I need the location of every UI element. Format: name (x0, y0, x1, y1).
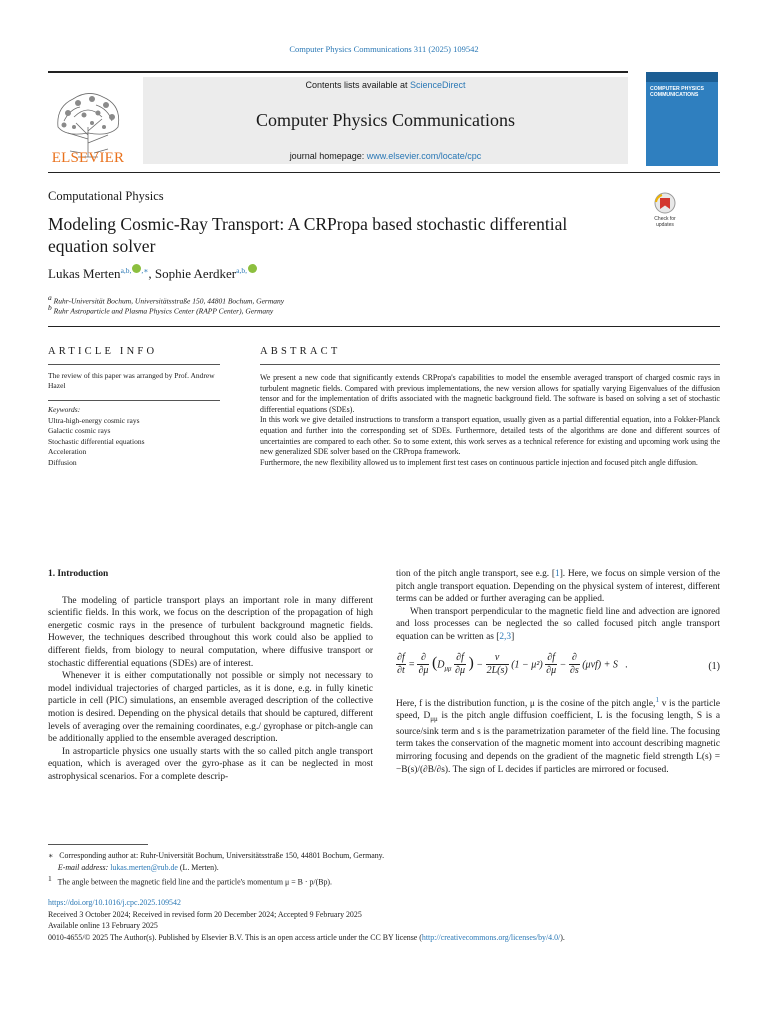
abstract-heading: ABSTRACT (260, 346, 341, 357)
text-run: v is the particle speed, D (396, 698, 721, 722)
eq-frac: $\frac{\partial f}{\partial t}$ (397, 651, 405, 677)
journal-homepage-link[interactable]: www.elsevier.com/locate/cpc (366, 151, 482, 161)
abstract-paragraph: We present a new code that significantly extends CRPropa's capabilities to model the ensemble averaged transport of charged cosmic rays in turbulent magnetic fields. Compared with previous implementations, the new version allows for spatially varying Eigenvalues of the diffusion tensor and for the implementation of drifts associated with the magnetic background field. The software is based on solving a set of stochastic differential equations (SDEs). (260, 373, 720, 414)
body-paragraph: The modeling of particle transport plays an important role in many different scientific fields. In this work, we focus on the description of the propagation of high energetic cosmic rays in the presence of turbulent background magnetic fields. However, the techniques described throughout this work could also be applied to different fields, from biology to neural computation, where diffusive transport or stochastic differential equations (SDEs) are of interest. (48, 595, 373, 669)
review-note: The review of this paper was arranged by Prof. Andrew Hazel (48, 371, 215, 390)
author-separator: , (148, 266, 155, 281)
masthead-bottom-rule (48, 172, 720, 173)
email-label: E-mail address: (57, 862, 111, 872)
body-paragraph: In astroparticle physics one usually starts with the so called pitch angle transport equation, which is averaged over the gyro-phase as it can be neglected in most astrophysical scenarios. For a complete descrip- (48, 746, 373, 782)
license-line (48, 932, 728, 944)
author2-affiliation-marks[interactable]: a,b, (236, 266, 247, 275)
keywords-block (48, 405, 223, 469)
keyword-item: Diffusion (48, 457, 77, 467)
license-text: 0010-4655/© 2025 The Author(s). Published by Elsevier B.V. This is an open access article under the CC BY license ( (48, 933, 422, 943)
body-left-column (48, 568, 373, 784)
contents-prefix: Contents lists available at (305, 80, 411, 90)
text-run: When transport perpendicular to the magnetic field line and advection are ignored and loss processes can be neglected the so called focused pitch angle transport equation can be written as [ (396, 606, 720, 642)
footnotes (48, 850, 720, 888)
contents-line (143, 80, 628, 90)
elsevier-wordmark: ELSEVIER (51, 150, 125, 166)
article-info-rule (48, 364, 220, 365)
publication-info (48, 897, 728, 944)
eq-frac: $\frac{v}{2L(s)}$ (486, 651, 508, 677)
footnote-corresponding (48, 850, 720, 862)
body-paragraph (396, 606, 720, 644)
journal-citation-link[interactable]: Computer Physics Communications 311 (2025) 109542 (289, 44, 479, 54)
received-dates: Received 3 October 2024; Received in revised form 20 December 2024; Accepted 9 February 2025 (48, 909, 362, 919)
journal-title: Computer Physics Communications (256, 110, 515, 130)
text-run: ] (511, 631, 515, 642)
footnote-mark: ∗ (48, 851, 54, 860)
abstract-body (260, 373, 720, 468)
text-run: f is the distribution function, μ is the cosine of the pitch angle, (419, 698, 656, 709)
affiliation-a-text: Ruhr-Universität Bochum, Universitätsstraße 150, 44801 Bochum, Germany (53, 296, 285, 306)
corresponding-star-mark[interactable]: ,∗ (141, 266, 149, 275)
license-link[interactable]: http://creativecommons.org/licenses/by/4.0/ (421, 933, 561, 943)
eq-frac: $\frac{\partial}{\partial\mu}$ (418, 651, 429, 677)
license-text-end: ). (560, 933, 565, 943)
author-merten[interactable]: Lukas Merten (48, 266, 121, 281)
body-paragraph (396, 568, 720, 606)
article-section: Computational Physics (48, 189, 164, 203)
equation-number: (1) (708, 660, 720, 672)
keywords-rule (48, 400, 220, 401)
email-suffix: (L. Merten). (177, 862, 219, 872)
doi-link[interactable]: https://doi.org/10.1016/j.cpc.2025.109542 (48, 898, 181, 907)
check-updates-line1: Check for (654, 216, 676, 222)
abstract-paragraph: In this work we give detailed instructions to transform a transport equation, usually given as a partial differential equation, into a Fokker-Planck equation and further into the corresponding set of SDEs. Furthermore, detailed tests of the algorithms are done and different sources of uncertainties are compared to each other. So to some extent, this work serves as a technical reference for existing and upcoming work using the new generalized SDE solver based on the CRPropa framework. (260, 415, 720, 457)
eq-frac: $\frac{\partial}{\partial s}$ (569, 651, 579, 677)
footnote-rule (48, 844, 148, 845)
author-list (48, 264, 257, 282)
footnote-link[interactable]: 1 (655, 694, 660, 704)
paper-title: Modeling Cosmic-Ray Transport: A CRPropa based stochastic differential equation solver (48, 214, 568, 256)
homepage-line (143, 151, 628, 161)
subscript: μμ (430, 715, 438, 724)
equation-focused-transport: $\frac{\partial f}{\partial t}$ = $\frac{\partial}{\partial\mu}$ ($D_{\mu\mu}$ $\frac{\partial f}{\partial\mu}$ ) − $\frac{v}{2L(s)}$ (1 − μ²) $\frac{\partial f}{\partial\mu}$ − $\frac{\partial}{\partial s}$ (μvf) + S . (1) (397, 651, 720, 677)
body-right-column (396, 568, 720, 776)
journal-cover-title: COMPUTER PHYSICS COMMUNICATIONS (650, 86, 704, 98)
affiliation-b (48, 303, 273, 316)
eq-frac: $\frac{\partial f}{\partial\mu}$ (546, 651, 557, 677)
footnote-text: The angle between the magnetic field line and the particle's momentum μ = B · p/(Bp). (57, 877, 333, 887)
email-link[interactable]: lukas.merten@rub.de (110, 862, 178, 872)
header-divider (48, 326, 720, 327)
text-run: is the pitch angle diffusion coefficient, L is the focusing length, S is a source/sink term and s is the parametrization parameter of the field line. The focusing term takes the conservation of the magnetic moment into account describing magnetic mirroring focusing and depends on the gradient of the magnetic field strength L(s) = −B(s)/(∂B/∂s). The sign of L decides if particles are mirrored or focused. (396, 711, 720, 775)
author-aerdker[interactable]: Sophie Aerdker (154, 266, 237, 281)
body-paragraph (396, 694, 720, 777)
available-online: Available online 13 February 2025 (48, 921, 158, 931)
check-for-updates-icon[interactable] (645, 190, 685, 230)
keyword-item: Ultra-high-energy cosmic rays (48, 415, 140, 425)
affiliation-a-mark: a (48, 293, 52, 302)
footnote-text: Corresponding author at: Ruhr-Universität Bochum, Universitätsstraße 150, 44801 Bochum, Germany. (59, 851, 385, 860)
homepage-prefix: journal homepage: (289, 151, 367, 161)
orcid-icon[interactable] (248, 264, 257, 273)
footnote-email (48, 862, 720, 874)
masthead-top-rule (48, 71, 628, 73)
abstract-paragraph: Furthermore, the new flexibility allowed us to implement first test cases on continuous particle injection and focused pitch angle diffusion. (260, 457, 698, 467)
sciencedirect-link[interactable]: ScienceDirect (410, 80, 466, 90)
introduction-heading: 1. Introduction (48, 569, 109, 579)
body-paragraph: Whenever it is either computationally not possible or simply not necessary to model individual trajectories of charged particles, as it is done, e.g. in fully kinetic particle in cell (PIC) simulations, an ensemble averaged description of the collective motion is desired. Depending on the physical details that should be captured, different levels of averaging over the remaining coordinates, e.g./ gyrophase or pitch-angle can be additionally applied to the ensemble averaged description. (48, 671, 373, 745)
affiliation-b-text: Ruhr Astroparticle and Plasma Physics Center (RAPP Center), Germany (53, 306, 274, 316)
affiliation-b-mark: b (48, 303, 52, 312)
text-run: tion of the pitch angle transport, see e.g. [ (396, 569, 555, 579)
reference-link[interactable]: 1 (555, 569, 560, 579)
check-updates-line2: updates (656, 222, 674, 228)
keyword-item: Stochastic differential equations (48, 436, 145, 446)
author1-affiliation-marks[interactable]: a,b, (120, 266, 132, 275)
text-run: Here, (396, 698, 420, 709)
keyword-item: Acceleration (48, 447, 87, 457)
reference-link[interactable]: 2,3 (499, 631, 512, 642)
eq-frac: $\frac{\partial f}{\partial\mu}$ (455, 651, 466, 677)
text-run: ]. Here, we focus on simple version of the pitch angle transport equation. Depending on the physical system of interest, different terms can be added or further averaging can be applied. (396, 569, 720, 605)
abstract-rule (260, 364, 720, 365)
article-info-heading: ARTICLE INFO (48, 346, 158, 357)
keywords-title: Keywords: (48, 405, 81, 414)
keyword-item: Galactic cosmic rays (48, 426, 111, 436)
footnote-mark: 1 (48, 874, 52, 884)
footnote-1 (48, 873, 720, 888)
journal-cover-band (646, 72, 718, 82)
